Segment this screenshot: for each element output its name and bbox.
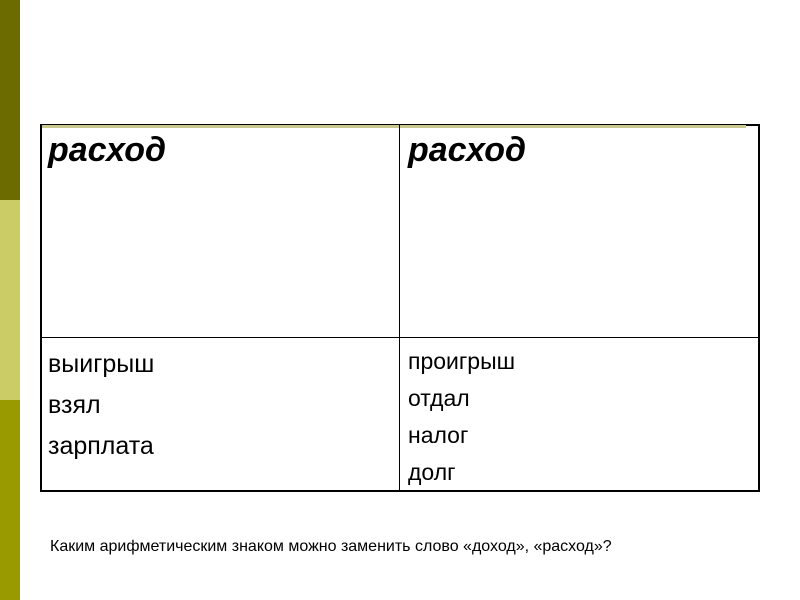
sidebar-segment-middle [0,200,20,400]
table-row-divider [40,337,760,338]
left-items-list [48,344,154,467]
list-item: проигрыш [408,348,516,374]
list-item: налог [408,422,469,448]
sidebar-segment-bottom [0,400,20,600]
list-item: отдал [408,385,470,411]
list-item: долг [408,459,456,485]
table-column-divider [399,124,400,492]
table-header-right: расход [408,131,526,169]
list-item: взял [48,391,101,419]
list-item: выигрыш [48,350,155,378]
right-items-list [408,343,515,491]
table-header-left: расход [48,131,166,169]
question-text: Каким арифметическим знаком можно заменить слово «доход», «расход»? [50,538,612,555]
sidebar-segment-top [0,0,20,200]
list-item: зарплата [48,432,154,460]
